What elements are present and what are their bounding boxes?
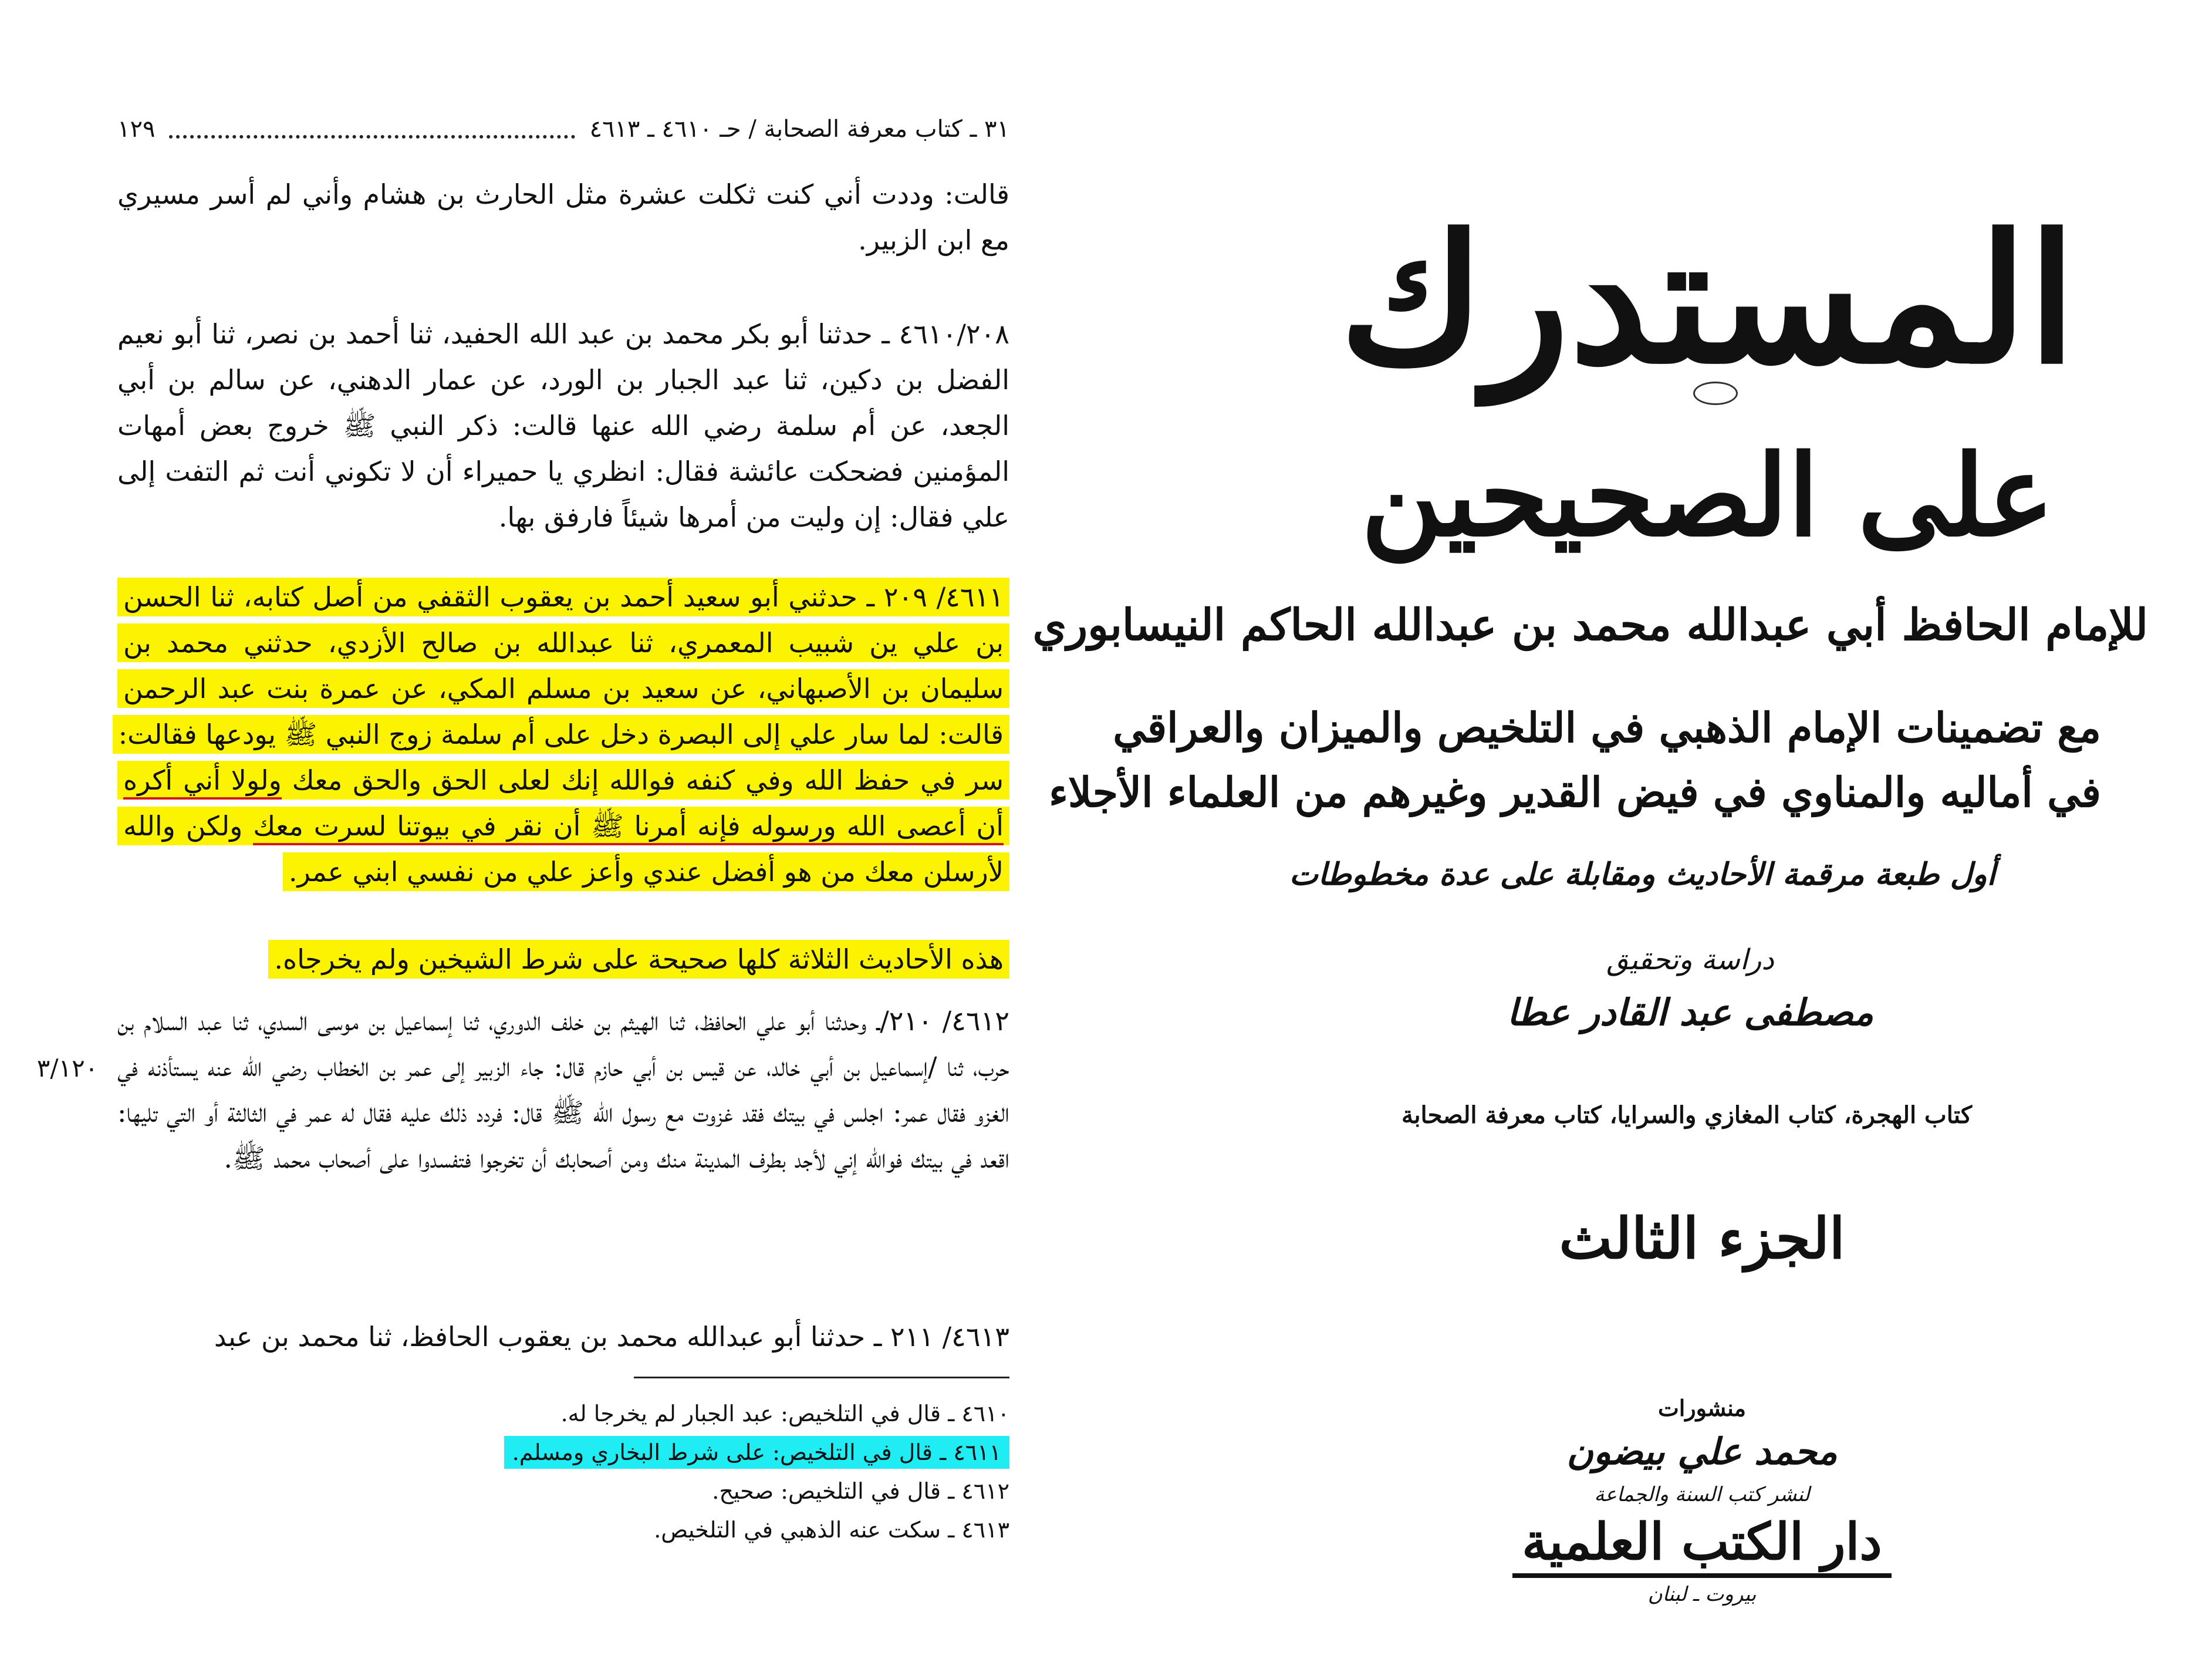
- publisher-tagline: لنشر كتب السنة والجماعة: [1594, 1483, 1810, 1506]
- contents-line: كتاب الهجرة، كتاب المغازي والسرايا، كتاب معرفة الصحابة: [1401, 1101, 1972, 1129]
- hadith-4611-text-end: ولكن والله لأرسلن معك من هو أفضل عندي وأعز علي من نفسي ابني عمر.: [123, 810, 1004, 888]
- footnote-4611-highlighted: ٤٦١١ ـ قال في التلخيص: على شرط البخاري ومسلم.: [504, 1436, 1009, 1469]
- hadith-4611: [117, 574, 1009, 895]
- edition-line: أول طبعة مرقمة الأحاديث ومقابلة على عدة مخطوطات: [1289, 856, 1995, 892]
- hadith-4612-text: ٤٦١٢/ ٢١٠/ـ وحدثنا أبو علي الحافظ، ثنا الهيثم بن خلف الدوري، ثنا إسماعيل بن موسى السدي، ثنا عبد السلام بن حرب، ثنا /إسماعيل بن أبي خالد، عن قيس بن أبي حازم قال: جاء الزبير إلى عمر بن الخطاب رضي الله عنه يستأذنه في الغزو فقال عمر: اجلس في بيتك فقد غزوت مع رسول الله ﷺ قال: فردد ذلك عليه فقال له عمر في الثالثة أو التي تليها: اقعد في بيتك فوالله إني لأجد بطرف المدينة منك ومن أصحابك أن تخرجوا فتفسدوا على أصحاب محمد ﷺ.: [117, 1005, 1009, 1174]
- publisher-heading: منشورات: [1657, 1395, 1747, 1421]
- hadith-4611-paragraph: [117, 574, 1009, 895]
- header-title: ٣١ ـ كتاب معرفة الصحابة / حـ ٤٦١٠ ـ ٤٦١٣: [589, 116, 1009, 143]
- left-page: [0, 0, 1080, 1676]
- publisher-city: بيروت ـ لبنان: [1647, 1583, 1757, 1606]
- study-label: دراسة وتحقيق: [1606, 943, 1774, 976]
- footnote-4613: ٤٦١٣ ـ سكت عنه الذهبي في التلخيص.: [654, 1517, 1009, 1543]
- hadith-4610: [117, 311, 1009, 540]
- page-number: ١٢٩: [117, 116, 156, 143]
- grading-text: هذه الأحاديث الثلاثة كلها صحيحة على شرط الشيخين ولم يخرجاه.: [268, 940, 1009, 979]
- publisher-name: محمد علي بيضون: [1566, 1430, 1838, 1473]
- editor-name: مصطفى عبد القادر عطا: [1507, 991, 1874, 1034]
- grading-paragraph: [117, 936, 1009, 982]
- hadith-4613: [117, 1314, 1009, 1360]
- intro-paragraph-text: قالت: وددت أني كنت ثكلت عشرة مثل الحارث بن هشام وأني لم أسر مسيري مع ابن الزبير.: [117, 178, 1009, 256]
- publishing-house-logo: دار الكتب العلمية: [1512, 1511, 1891, 1578]
- hadith-4613-text: ٤٦١٣/ ٢١١ ـ حدثنا أبو عبدالله محمد بن يعقوب الحافظ، ثنا محمد بن عبد: [214, 1321, 1009, 1353]
- underlined-passage: ولولا أني أكره أن أعصى الله ورسوله فإنه أمرنا ﷺ أن نقر في بيوتنا لسرت معك: [123, 764, 1004, 845]
- book-subtitle: على الصحيحين: [1361, 430, 2054, 561]
- footnote-4610: ٤٦١٠ ـ قال في التلخيص: عبد الجبار لم يخرجا له.: [560, 1401, 1009, 1427]
- commentary-line-2: في أماليه والمناوي في فيض القدير وغيرهم من العلماء الأجلاء: [1049, 768, 2101, 817]
- header-dot-leader: [169, 120, 575, 139]
- publisher-block: [1502, 1391, 1902, 1638]
- intro-paragraph: [117, 171, 1009, 263]
- hadith-4610-text: ٤٦١٠/٢٠٨ ـ حدثنا أبو بكر محمد بن عبد الله الحفيد، ثنا أحمد بن نصر، ثنا أبو نعيم الفضل بن دكين، ثنا عبد الجبار بن الورد، عن عمار الدهني، عن سالم بن أبي الجعد، عن أم سلمة رضي الله عنها قالت: ذكر النبي ﷺ خروج بعض أمهات المؤمنين فضحكت عائشة فقال: انظري يا حميراء أن لا تكوني أنت ثم التفت إلى علي فقال: إن وليت من أمرها شيئاً فارفق بها.: [117, 318, 1009, 533]
- hadith-4612: [117, 998, 1009, 1181]
- running-header: [117, 109, 1009, 150]
- title-page: [1032, 0, 2212, 1676]
- author-line: للإمام الحافظ أبي عبدالله محمد بن عبدالله الحاكم النيسابوري: [1032, 600, 2148, 650]
- margin-volume-reference: ٣/١٢٠: [36, 1054, 99, 1083]
- hadith-4611-text-start: ٤٦١١/ ٢٠٩ ـ حدثني أبو سعيد أحمد بن يعقوب الثقفي من أصل كتابه، ثنا الحسن بن علي ين شبيب المعمري، ثنا عبدالله بن صالح الأزدي، حدثني محمد بن سليمان بن الأصبهاني، عن سعيد بن مسلم المكي، عن عمرة بنت عبد الرحمن قالت: لما سار علي إلى البصرة دخل على أم سلمة زوج النبي ﷺ يودعها فقالت: سر في حفظ الله وفي كنفه فوالله إنك لعلى الحق والحق معك: [118, 581, 1004, 796]
- grading-line: [117, 936, 1009, 982]
- commentary-line-1: مع تضمينات الإمام الذهبي في التلخيص والميزان والعراقي: [1113, 703, 2101, 752]
- calligraphy-seal-icon: [1693, 382, 1738, 405]
- footnote-divider: [634, 1377, 1009, 1378]
- volume-label: الجزء الثالث: [1559, 1205, 1845, 1272]
- footnote-4611: [481, 1433, 1009, 1472]
- footnotes: [481, 1394, 1009, 1549]
- footnote-4612: ٤٦١٢ ـ قال في التلخيص: صحيح.: [712, 1478, 1009, 1504]
- highlighted-passage: [113, 578, 1009, 891]
- book-title: المستدرك: [1339, 195, 2076, 403]
